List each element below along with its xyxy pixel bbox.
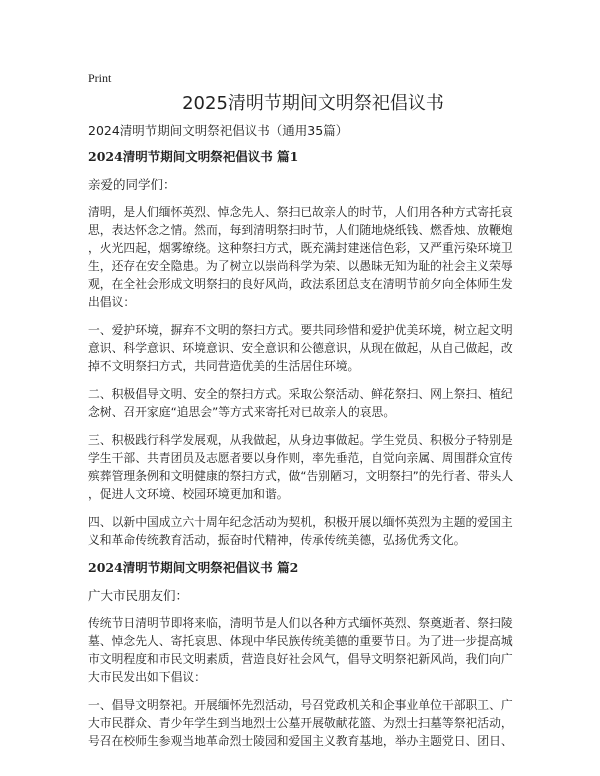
paragraph-line: ，火光四起，烟雾缭绕。这种祭扫方式，既充满封建迷信色彩，又严重污染环境卫 [88, 241, 513, 255]
paragraph-line: 一、倡导文明祭祀。开展缅怀先烈活动，号召党政机关和企事业单位干部职工、广 [88, 698, 513, 712]
paragraph [88, 385, 528, 421]
paragraph-line: 观，在全社会形成文明祭扫的良好风尚，政法系团总支在清明节前夕向全体师生发 [88, 277, 513, 291]
paragraph-line: 思，表达怀念之情。然而，每到清明祭扫时节，人们随地烧纸钱、燃香烛、放鞭炮 [88, 223, 513, 237]
section-greeting: 亲爱的同学们： [88, 177, 176, 192]
section-heading: 2024清明节期间文明祭祀倡议书 篇2 [88, 560, 299, 575]
paragraph-line: ，促进人文环境、校园环境更加和谐。 [88, 487, 289, 501]
section-greeting: 广大市民朋友们： [88, 588, 189, 603]
paragraph-line: 清明，是人们缅怀英烈、悼念先人、祭扫已故亲人的时节，人们用各种方式寄托哀 [88, 205, 513, 219]
paragraph-line: 掉不文明祭扫方式，共同营造优美的生活居住环境。 [88, 359, 360, 373]
section-heading: 2024清明节期间文明祭祀倡议书 篇1 [88, 149, 299, 164]
paragraph-line: 义和革命传统教育活动，振奋时代精神，传承传统美德，弘扬优秀文化。 [88, 533, 466, 547]
print-link[interactable]: Print [88, 71, 112, 85]
document-subtitle: 2024清明节期间文明祭祀倡议书（通用35篇） [88, 123, 349, 138]
paragraph-line: 一、爱护环境，摒弃不文明的祭扫方式。要共同珍惜和爱护优美环境，树立起文明 [88, 323, 513, 337]
paragraph [88, 321, 528, 375]
paragraph-line: 殡葬管理条例和文明健康的祭扫方式，做“告别陋习，文明祭扫”的先行者、带头人 [88, 469, 514, 483]
paragraph-line: 意识、科学意识、环境意识、安全意识和公德意识，从现在做起，从自己做起，改 [88, 341, 513, 355]
paragraph-line: 学生干部、共青团员及志愿者要以身作则，率先垂范，自觉向亲属、周围群众宣传 [88, 451, 513, 465]
paragraph-line: 传统节日清明节即将来临，清明节是人们以各种方式缅怀英烈、祭奠逝者、祭扫陵 [88, 616, 513, 630]
paragraph-line: 四、以新中国成立六十周年纪念活动为契机，积极开展以缅怀英烈为主题的爱国主 [88, 515, 513, 529]
paragraph-line: 念树、召开家庭“追思会”等方式来寄托对已故亲人的哀思。 [88, 405, 396, 419]
paragraph-line: 二、积极倡导文明、安全的祭扫方式。采取公祭活动、鲜花祭扫、网上祭扫、植纪 [88, 387, 513, 401]
paragraph-line: 大市民发出如下倡议： [88, 670, 206, 684]
document-page [88, 70, 528, 760]
paragraph-line: 大市民群众、青少年学生到当地烈士公墓开展敬献花篮、为烈士扫墓等祭祀活动， [88, 716, 513, 730]
paragraph-line: 生，还存在安全隐患。为了树立以崇尚科学为荣、以愚昧无知为耻的社会主义荣辱 [88, 259, 513, 273]
paragraph [88, 513, 528, 549]
document-title: 2025清明节期间文明祭祀倡议书 [182, 93, 444, 114]
paragraph [88, 696, 528, 750]
paragraph-line: 三、积极践行科学发展观，从我做起，从身边事做起。学生党员、积极分子特别是 [88, 433, 513, 447]
section-2 [88, 559, 528, 750]
paragraph [88, 203, 528, 311]
paragraph-line: 出倡议： [88, 295, 136, 309]
section-1 [88, 148, 528, 549]
paragraph-line: 市文明程度和市民文明素质，营造良好社会风气，倡导文明祭祀新风尚，我们向广 [88, 652, 513, 666]
paragraph-line: 号召在校师生参观当地革命烈士陵园和爱国主义教育基地，举办主题党日、团日、 [88, 734, 513, 748]
paragraph-line: 墓、悼念先人、寄托哀思、体现中华民族传统美德的重要节日。为了进一步提高城 [88, 634, 513, 648]
sections [88, 148, 528, 750]
paragraph [88, 614, 528, 686]
paragraph [88, 431, 528, 503]
